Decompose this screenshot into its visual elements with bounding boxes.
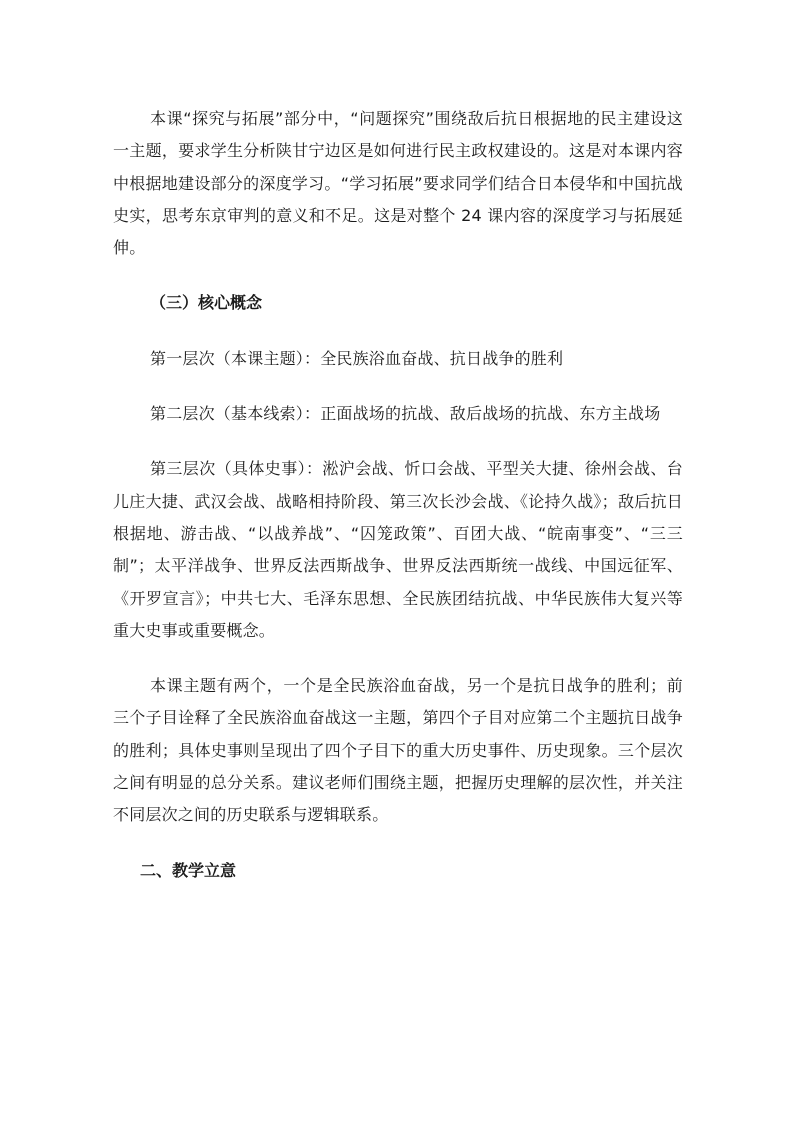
section-heading-core-concepts: （三）核心概念 <box>150 293 263 313</box>
paragraph-level-one: 第一层次（本课主题）：全民族浴血奋战、抗日战争的胜利 <box>150 348 564 368</box>
document-body <box>113 103 683 910</box>
section-heading-teaching-intent: 二、教学立意 <box>140 860 237 880</box>
paragraph-level-three: 第三层次（具体史事）：淞沪会战、忻口会战、平型关大捷、徐州会战、台儿庄大捷、武汉会战、战略相持阶段、第三次长沙会战、《论持久战》；敌后抗日根据地、游击战、“以战养战”、“囚笼政策”、百团大战、“皖南事变”、“三三制”；太平洋战争、世界反法西斯战争、世界反法西斯统一战线、中国远征军、《开罗宣言》；中共七大、毛泽东思想、全民族团结抗战、中华民族伟大复兴等重大史事或重要概念。 <box>113 459 683 640</box>
paragraph-lesson-theme: 本课主题有两个，一个是全民族浴血奋战，另一个是抗日战争的胜利；前三个子目诠释了全民族浴血奋战这一主题，第四个子目对应第二个主题抗日战争的胜利；具体史事则呈现出了四个子目下的重大历史事件、历史现象。三个层次之间有明显的总分关系。建议老师们围绕主题，把握历史理解的层次性，并关注不同层次之间的历史联系与逻辑联系。 <box>113 676 683 825</box>
paragraph-level-two: 第二层次（基本线索）：正面战场的抗战、敌后战场的抗战、东方主战场 <box>150 404 661 424</box>
paragraph-exploration: 本课“探究与拓展”部分中，“问题探究”围绕敌后抗日根据地的民主建设这一主题，要求学生分析陕甘宁边区是如何进行民主政权建设的。这是对本课内容中根据地建设部分的深度学习。“学习拓展”要求同学们结合日本侵华和中国抗战史实，思考东京审判的意义和不足。这是对整个 24 课内容的深度学习与拓展延伸。 <box>113 109 683 258</box>
